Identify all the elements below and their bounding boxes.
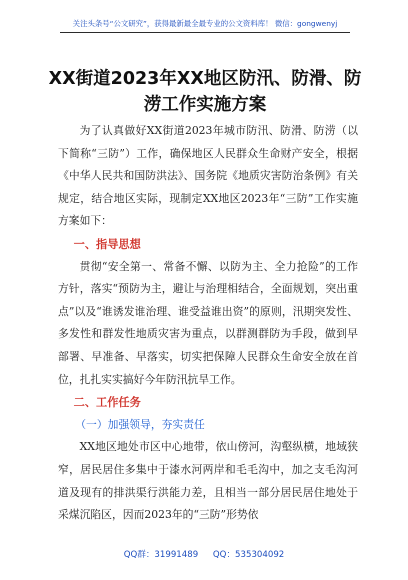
intro-paragraph: 为了认真做好XX街道2023年城市防汛、防滑、防涝（以下简称“三防”）工作，确保地区人民群众生命财产安全，根据《中华人民共和国防洪法》、国务院《地质灾害防治条例》有关规定，结合地区实际，现制定XX地区2023年“三防”工作实施方案如下： (58, 124, 358, 228)
document-body (58, 120, 358, 527)
page-header (60, 18, 350, 33)
section-heading-tasks: 二、工作任务 (73, 395, 141, 410)
guiding-thought-paragraph: 贯彻“安全第一、常备不懈、以防为主、全力抢险”的工作方针，落实“预防为主，避让与治理相结合，全面规划，突出重点”以及“谁诱发谁治理、谁受益谁出资”的原则，汛期突发性、多发性和群发性地质灾害为重点，以群测群防为手段，做到早部署、早准备、早落实，切实把保障人民群众生命安全放在首位，扎扎实实搞好今年防汛抗旱工作。 (58, 259, 358, 386)
subsection-heading-leadership: （一）加强领导，夯实责任 (75, 417, 205, 431)
header-promo-text: 关注头条号“公文研究”，获得最新最全最专业的公文资料库！ 微信：gongwenyj (72, 19, 338, 28)
tasks-paragraph: XX地区地处市区中心地带，依山傍河，沟壑纵横，地域狭窄，居民居住多集中于漆水河两岸和毛毛沟中，加之支毛沟河道及现有的排洪渠行洪能力差，且相当一部分居民居住地处于采煤沉陷区，因而2023年的“三防”形势依 (58, 440, 358, 522)
page-footer (0, 548, 408, 560)
footer-qq: QQ：535304092 (212, 550, 285, 560)
footer-qq-group: QQ群：31991489 (123, 550, 199, 560)
document-title: XX街道2023年XX地区防汛、防滑、防涝工作实施方案 (48, 69, 362, 115)
section-heading-guiding-thought: 一、指导思想 (73, 236, 141, 251)
